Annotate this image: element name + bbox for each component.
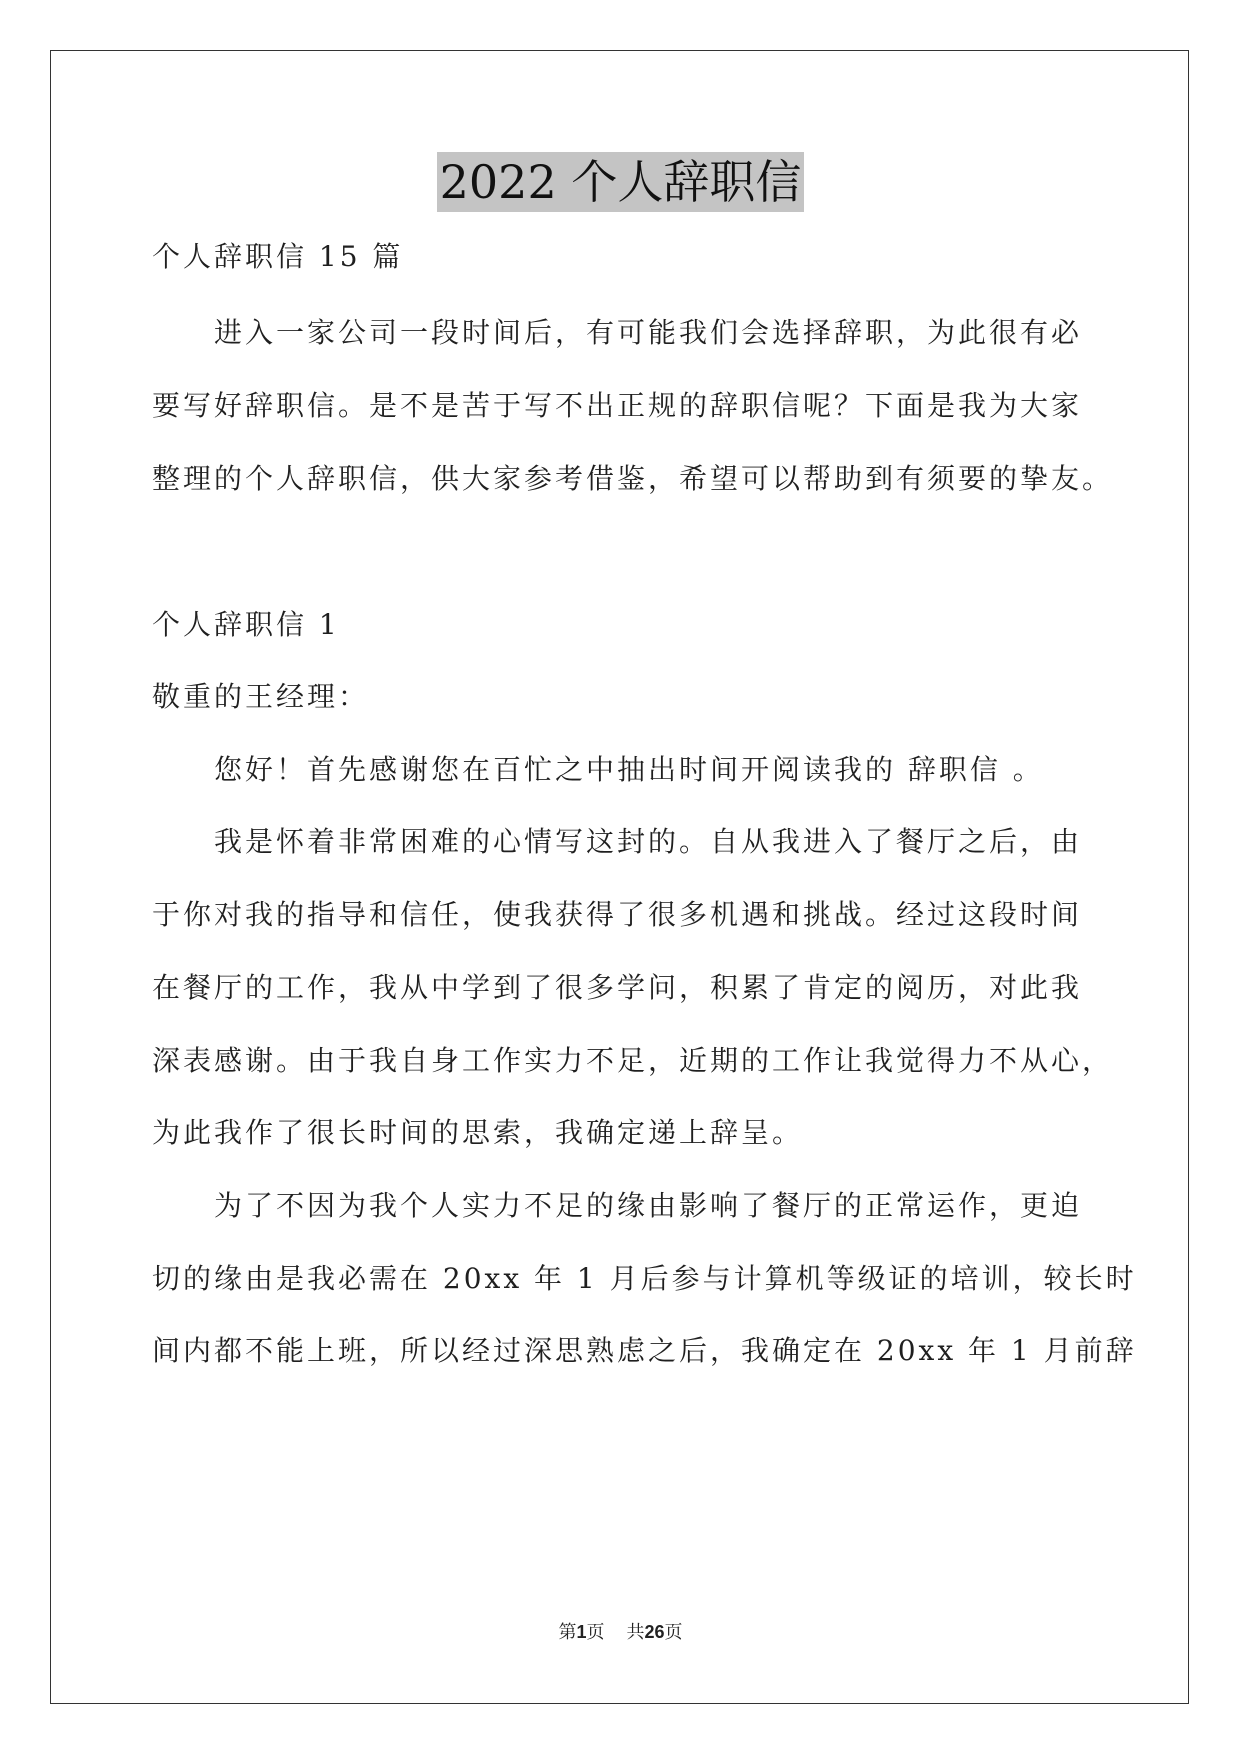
para1-line-4: 深表感谢。由于我自身工作实力不足，近期的工作让我觉得力不从心，	[152, 1044, 1114, 1077]
intro-line-3: 整理的个人辞职信，供大家参考借鉴，希望可以帮助到有须要的挚友。	[152, 462, 1114, 495]
document-subtitle: 个人辞职信 15 篇	[152, 240, 404, 273]
title-container	[0, 152, 1241, 212]
intro-line-2: 要写好辞职信。是不是苦于写不出正规的辞职信呢？下面是我为大家	[152, 389, 1083, 422]
intro-line-1: 进入一家公司一段时间后，有可能我们会选择辞职，为此很有必	[214, 316, 1083, 349]
footer-page-prefix: 第	[558, 1622, 577, 1643]
para2-line-1: 为了不因为我个人实力不足的缘由影响了餐厅的正常运作，更迫	[214, 1189, 1083, 1222]
para1-line-5: 为此我作了很长时间的思索，我确定递上辞呈。	[152, 1116, 804, 1149]
para1-line-1: 我是怀着非常困难的心情写这封的。自从我进入了餐厅之后，由	[214, 825, 1083, 858]
page-border	[50, 50, 1189, 1704]
greeting-line: 您好！首先感谢您在百忙之中抽出时间开阅读我的 辞职信 。	[214, 753, 1044, 786]
para1-line-3: 在餐厅的工作，我从中学到了很多学问，积累了肯定的阅历，对此我	[152, 971, 1083, 1004]
footer-total-prefix: 共	[626, 1622, 645, 1643]
footer-page-current: 1	[576, 1622, 587, 1642]
page-footer	[0, 1620, 1241, 1645]
para1-line-2: 于你对我的指导和信任，使我获得了很多机遇和挑战。经过这段时间	[152, 898, 1083, 931]
section-heading: 个人辞职信 1	[152, 608, 340, 641]
para2-line-2: 切的缘由是我必需在 20xx 年 1 月后参与计算机等级证的培训，较长时	[152, 1262, 1137, 1295]
footer-total-suffix: 页	[664, 1622, 683, 1643]
para2-line-3: 间内都不能上班，所以经过深思熟虑之后，我确定在 20xx 年 1 月前辞	[152, 1334, 1137, 1367]
salutation: 敬重的王经理：	[152, 680, 370, 713]
document-title: 2022 个人辞职信	[437, 152, 805, 212]
footer-page-mid: 页	[586, 1622, 605, 1643]
footer-page-total: 26	[644, 1622, 665, 1642]
